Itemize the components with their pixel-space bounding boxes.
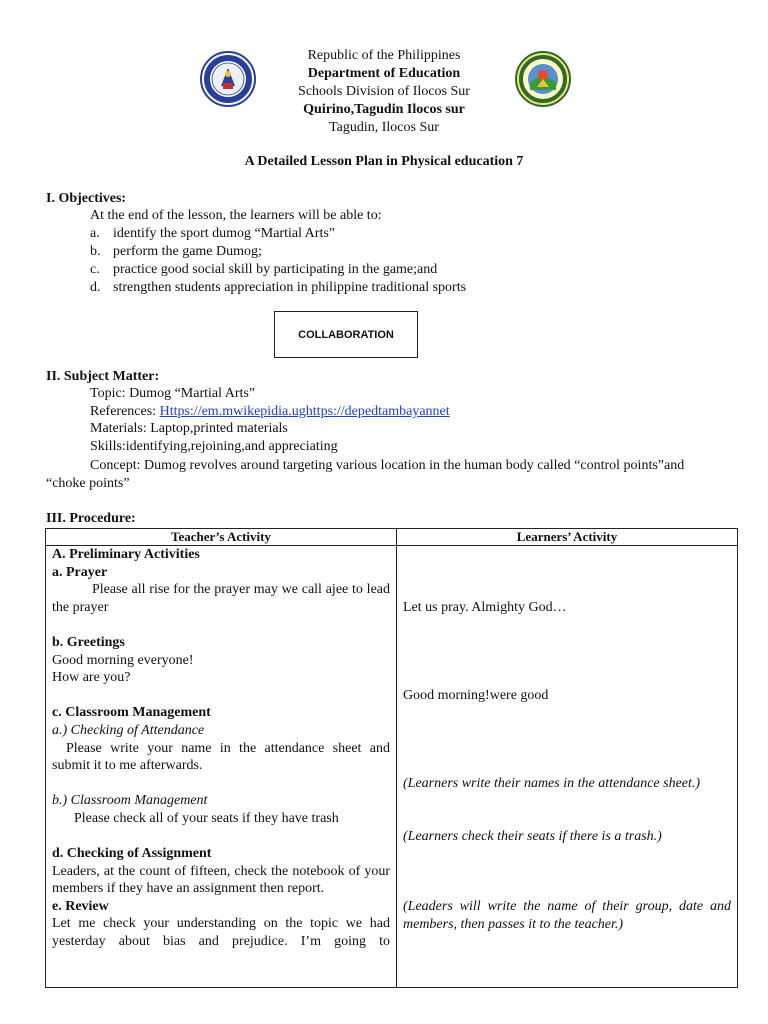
- objective-letter: c.: [90, 262, 100, 277]
- prayer-text: Please all rise for the prayer may we call ajee to lead the prayer: [52, 582, 390, 615]
- document-header: [0, 47, 768, 137]
- classroom-management-heading: c. Classroom Management: [52, 705, 211, 721]
- subject-concept: Concept: Dumog revolves around targeting various location in the human body called “control points”and “choke points”: [46, 458, 685, 491]
- table-header-row: [46, 529, 738, 546]
- collaboration-box: COLLABORATION: [274, 311, 418, 358]
- attendance-subheading: a.) Checking of Attendance: [52, 722, 205, 738]
- learners-activity-cell: [397, 546, 738, 988]
- review-text: Let me check your understanding on the topic we had yesterday about bias and prejudice. I’m going to: [52, 916, 390, 950]
- assignment-text: Leaders, at the count of fifteen, check the notebook of your members if they have an assignment then report.: [52, 863, 390, 897]
- subject-matter-heading: II. Subject Matter:: [46, 369, 160, 384]
- classroom-management-subheading: b.) Classroom Management: [52, 793, 208, 809]
- procedure-table: [45, 528, 738, 988]
- greetings-line: How are you?: [52, 670, 131, 686]
- review-heading: e. Review: [52, 898, 109, 914]
- teacher-activity-cell: [46, 546, 397, 988]
- prayer-heading: a. Prayer: [52, 564, 108, 580]
- subject-topic: Topic: Dumog “Martial Arts”: [90, 386, 256, 401]
- objective-text: practice good social skill by participating in the game;and: [113, 262, 438, 277]
- header-department: Department of Education: [307, 66, 461, 81]
- preliminary-heading: A. Preliminary Activities: [52, 547, 200, 562]
- learner-trash-response: (Learners check their seats if there is a trash.): [403, 828, 662, 844]
- greetings-line: Good morning everyone!: [52, 652, 194, 668]
- learner-assignment-response: (Leaders will write the name of their group, date and members, then passes it to the teacher.): [403, 898, 731, 932]
- objective-letter: a.: [90, 226, 100, 241]
- objective-text: strengthen students appreciation in philippine traditional sports: [113, 280, 467, 295]
- header-location: Tagudin, Ilocos Sur: [329, 120, 439, 135]
- subject-skills: Skills:identifying,rejoining,and appreciating: [90, 439, 338, 454]
- header-republic: Republic of the Philippines: [307, 48, 461, 63]
- subject-materials: Materials: Laptop,printed materials: [90, 421, 288, 436]
- objective-letter: b.: [90, 244, 101, 259]
- greetings-heading: b. Greetings: [52, 634, 125, 650]
- table-row: [46, 546, 738, 988]
- objective-item: [90, 226, 335, 242]
- header-division: Schools Division of Ilocos Sur: [298, 84, 470, 99]
- objective-letter: d.: [90, 280, 101, 295]
- objectives-intro: At the end of the lesson, the learners will be able to:: [90, 208, 382, 223]
- objectives-heading: I. Objectives:: [46, 191, 127, 206]
- learner-greeting-response: Good morning!were good: [403, 687, 549, 703]
- column-teacher-activity: Teacher’s Activity: [46, 529, 397, 546]
- objective-item: [90, 244, 262, 260]
- column-learners-activity: Learners’ Activity: [397, 529, 738, 546]
- subject-references: [90, 404, 450, 420]
- objective-text: identify the sport dumog “Martial Arts”: [113, 226, 336, 241]
- objective-item: [90, 262, 437, 278]
- learner-attendance-response: (Learners write their names in the attendance sheet.): [403, 775, 701, 791]
- header-school: Quirino,Tagudin Ilocos sur: [303, 102, 465, 117]
- references-link[interactable]: Https://em.mwikepidia.ughttps://depedtambayannet: [159, 404, 450, 419]
- references-label: References:: [90, 404, 160, 419]
- attendance-text: Please write your name in the attendance sheet and submit it to me afterwards.: [52, 740, 390, 774]
- trash-check-text: Please check all of your seats if they have trash: [74, 810, 339, 826]
- assignment-heading: d. Checking of Assignment: [52, 846, 212, 862]
- objective-item: [90, 280, 466, 296]
- learner-prayer-response: Let us pray. Almighty God…: [403, 599, 567, 615]
- document-title: A Detailed Lesson Plan in Physical education 7: [244, 154, 524, 169]
- procedure-heading: III. Procedure:: [46, 511, 136, 526]
- objective-text: perform the game Dumog;: [113, 244, 262, 259]
